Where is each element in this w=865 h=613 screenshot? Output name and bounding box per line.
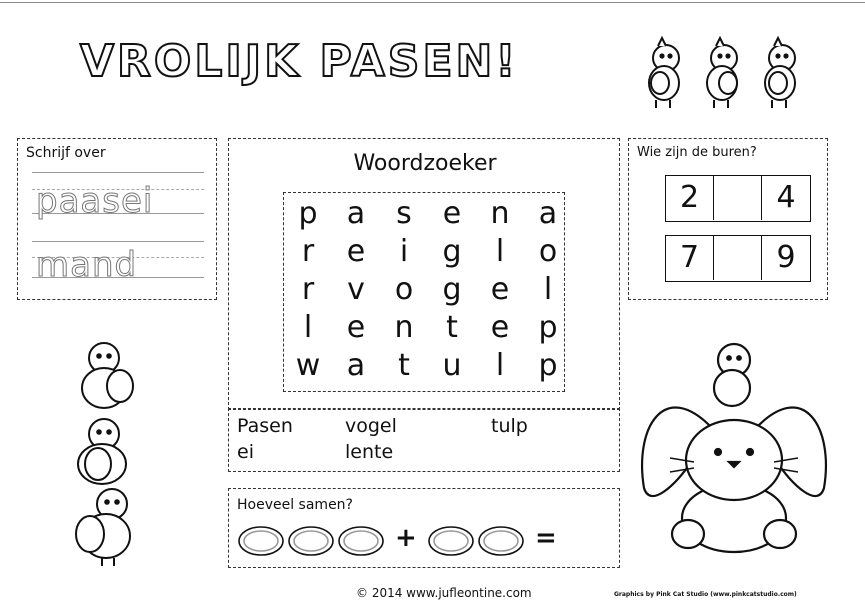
grid-letter: o [538,234,558,269]
grid-letter: a [538,196,558,231]
trace-word: mand [36,245,138,285]
trace-word: paasei [36,181,154,221]
letter-grid [283,192,565,392]
count-sum-label: Hoeveel samen? [237,497,353,513]
grid-letter: s [396,196,412,231]
chick-icon [649,38,679,108]
grid-letter: e [490,272,510,307]
neighbor-cell: 2 [666,176,714,220]
top-rule [0,2,865,3]
neighbors-box [628,138,828,300]
grid-letter: e [442,196,462,231]
egg-icon [289,527,333,555]
egg-icon [239,527,283,555]
word-list-box [228,408,620,472]
grid-letter: o [394,272,414,307]
grid-letter: l [495,234,505,269]
chick-icon [765,38,795,108]
copy-writing-box [17,138,217,300]
word-list-item: tulp [491,415,528,437]
grid-letter: p [538,348,558,383]
grid-letter: l [495,348,505,383]
grid-letter: e [490,310,510,345]
grid-letter: g [442,234,462,269]
grid-letter: r [301,234,315,269]
chick-stack-illustration [62,338,152,568]
neighbor-row [665,235,811,282]
neighbor-cell: 4 [776,180,796,215]
equals-sign: = [535,523,557,553]
copy-writing-label: Schrijf over [26,145,106,161]
copyright-text: © 2014 www.jufleontine.com [356,586,532,600]
count-sum-box [228,488,620,568]
grid-letter: p [538,310,558,345]
graphics-credit: Graphics by Pink Cat Studio (www.pinkcatstudio.com) [614,591,797,598]
grid-letter: i [399,234,409,269]
grid-letter: t [446,310,458,345]
grid-letter: p [298,196,318,231]
grid-letter: w [295,348,321,383]
grid-letter: e [346,234,366,269]
word-list-item: ei [237,441,254,463]
grid-letter: l [543,272,553,307]
word-list-item: lente [345,441,394,463]
grid-letter: u [442,348,462,383]
neighbor-cell: 9 [776,240,796,275]
grid-letter: r [301,272,315,307]
grid-letter: g [442,272,462,307]
grid-letter: l [303,310,313,345]
neighbor-cell: 7 [666,236,714,280]
word-list-item: vogel [345,415,397,437]
chicks-illustration [640,28,820,110]
egg-icon [339,527,383,555]
page-title: VROLIJK PASEN! [80,36,519,87]
grid-letter: t [398,348,410,383]
neighbors-label: Wie zijn de buren? [637,145,757,160]
plus-sign: + [395,523,417,553]
grid-letter: n [490,196,510,231]
neighbor-blank-cell[interactable] [714,176,762,220]
word-search-title: Woordzoeker [353,151,497,176]
grid-letter: a [346,348,366,383]
grid-letter: n [394,310,414,345]
neighbor-blank-cell[interactable] [714,236,762,280]
egg-icon [479,527,523,555]
chick-icon [707,38,737,108]
egg-icon [429,527,473,555]
bunny-illustration [634,338,834,556]
neighbor-row [665,175,811,222]
grid-letter: a [346,196,366,231]
grid-letter: v [347,272,365,307]
word-list-item: Pasen [237,415,293,437]
grid-letter: e [346,310,366,345]
